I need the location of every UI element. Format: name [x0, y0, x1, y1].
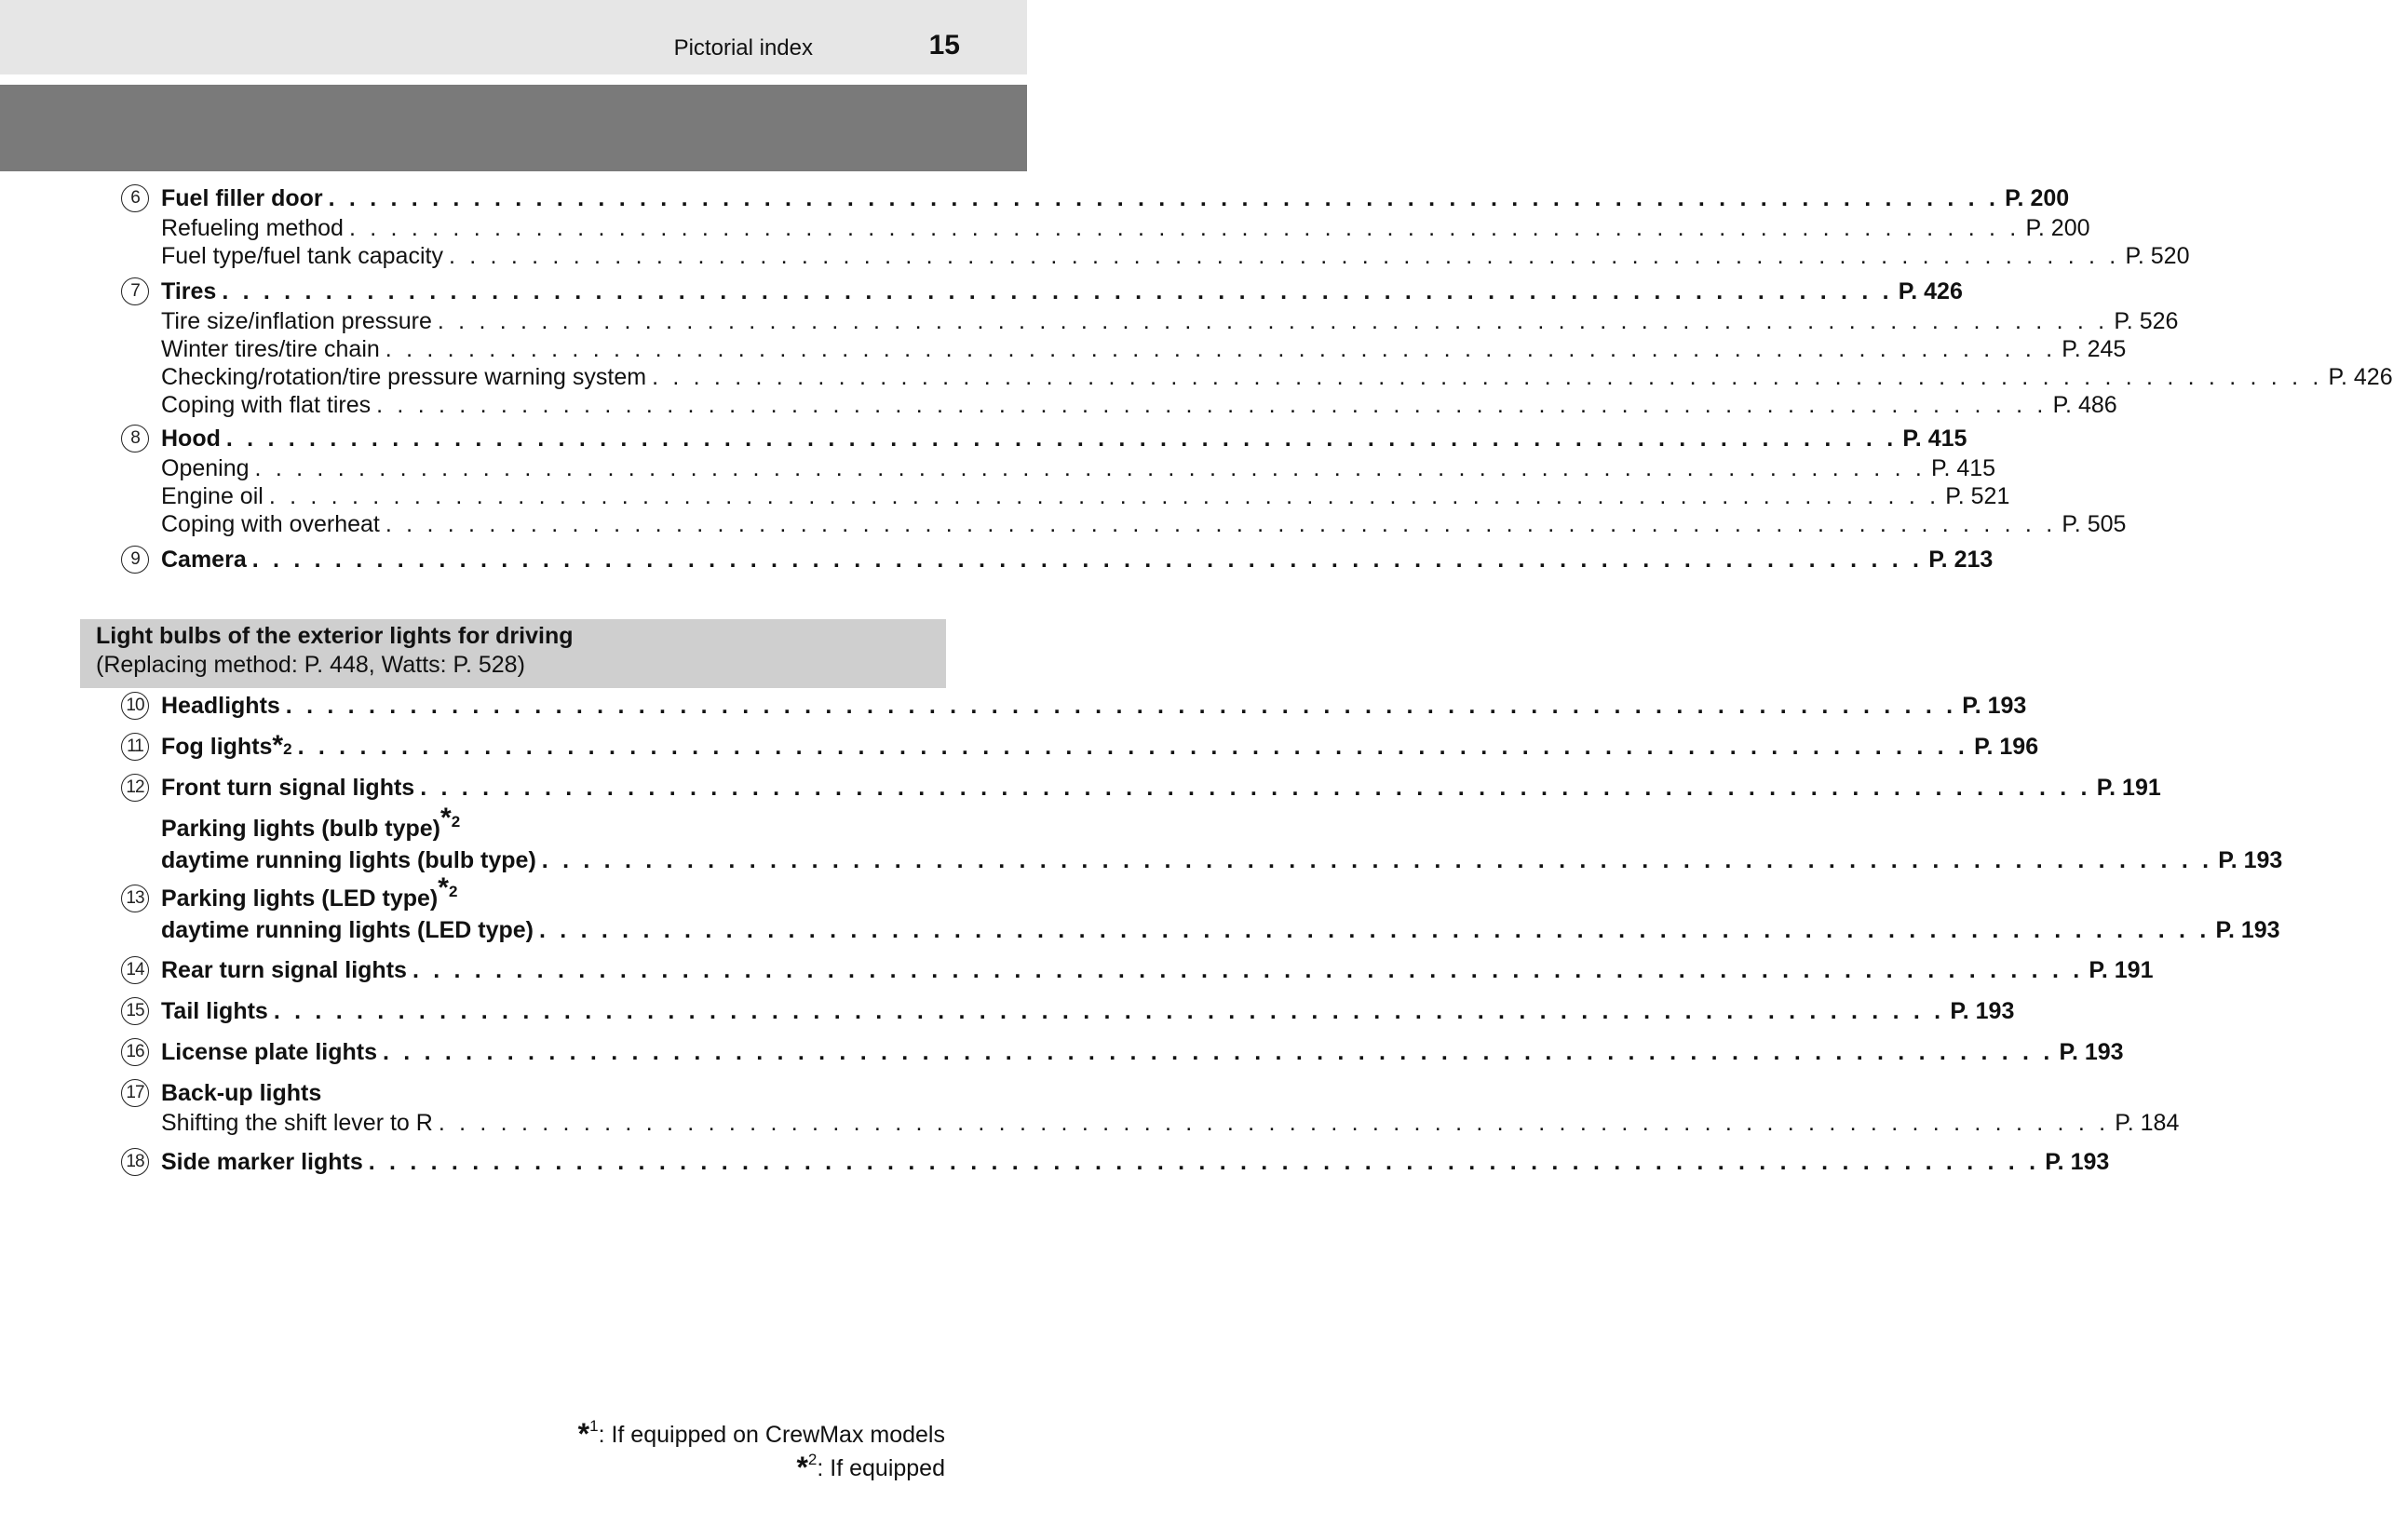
item-number: 8	[121, 425, 149, 453]
index-subentry[interactable]	[161, 1109, 2180, 1137]
index-entry-page: P. 193	[1950, 998, 2015, 1024]
index-entry-label: Fuel filler door	[161, 185, 323, 211]
leader-dots: . . . . . . . . . . . . . . . . . . . . . . . . . . . . . . . . . . . . . . . . . . . . . . . . . . . . . . . . . . . . . . . . . . . . . . . . . . . . . . . . .	[438, 1110, 2110, 1136]
index-entry-label: Headlights	[161, 693, 280, 719]
index-entry-page: P. 426	[1898, 278, 1963, 304]
item-number: 6	[121, 184, 149, 212]
leader-dots: . . . . . . . . . . . . . . . . . . . . . . . . . . . . . . . . . . . . . . . . . . . . . . . . . . . . . . . . . . . . . . . . . . . . . . . . . . . . . . . . .	[285, 693, 1957, 719]
index-entry-line1[interactable]: Parking lights (bulb type)$^{*2}$	[161, 803, 461, 842]
index-subentry[interactable]	[161, 214, 2090, 242]
index-entry-page: P. 193	[2059, 1039, 2124, 1065]
leader-dots: . . . . . . . . . . . . . . . . . . . . . . . . . . . . . . . . . . . . . . . . . . . . . . . . . . . . . . . . . . . . . . . . . . . . . . . . . . . . . . . . .	[348, 215, 2021, 241]
index-entry-label: License plate lights	[161, 1039, 378, 1065]
index-subentry-page: P. 184	[2115, 1110, 2180, 1136]
index-subentry-page: P. 415	[1931, 455, 1996, 481]
index-entry[interactable]: Fog lights *2 . . . . . . . . . . . . . . . . . . . . . . . . . . . . . . . . . . . . . . . . . . . . . . . . . . . . . . . . . . . . . . . . . . . . . . . . . . . . . . . . . P. 196	[161, 730, 2039, 761]
index-entry-page: P. 200	[2005, 185, 2070, 211]
leader-dots: . . . . . . . . . . . . . . . . . . . . . . . . . . . . . . . . . . . . . . . . . . . . . . . . . . . . . . . . . . . . . . . . . . . . . . . . . . . . . . . . .	[385, 511, 2057, 537]
footnote-1: *$^1$: If equipped on CrewMax models	[577, 1417, 945, 1451]
index-entry-page: P. 193	[1962, 693, 2027, 719]
header-band	[0, 85, 1027, 171]
lights-section-header	[80, 619, 946, 688]
index-subentry-page: P. 245	[2062, 336, 2127, 362]
index-subentry[interactable]	[161, 335, 2127, 363]
index-subentry-label: Opening	[161, 455, 250, 481]
leader-dots: . . . . . . . . . . . . . . . . . . . . . . . . . . . . . . . . . . . . . . . . . . . . . . . . . . . . . . . . . . . . . . . . . . . . . . . . . . . . . . . . .	[412, 957, 2084, 983]
index-entry-line1-label: Parking lights (LED type)	[161, 885, 439, 912]
index-subentry[interactable]	[161, 242, 2190, 270]
index-subentry-page: P. 521	[1945, 483, 2010, 509]
index-subentry-page: P. 505	[2062, 511, 2127, 537]
index-entry-page: P. 191	[2089, 957, 2154, 983]
index-subentry-page: P. 200	[2025, 215, 2090, 241]
index-entry[interactable]	[161, 1079, 903, 1107]
index-entry[interactable]	[161, 774, 2161, 802]
item-number: 18	[121, 1148, 149, 1176]
leader-dots: . . . . . . . . . . . . . . . . . . . . . . . . . . . . . . . . . . . . . . . . . . . . . . . . . . . . . . . . . . . . . . . . . . . . . . . . . . . . . . . . .	[222, 278, 1893, 304]
index-entry-label: Front turn signal lights	[161, 775, 415, 801]
item-number: 16	[121, 1038, 149, 1066]
item-number: 12	[121, 774, 149, 802]
lights-section-title: Light bulbs of the exterior lights for driving	[96, 623, 574, 649]
index-entry[interactable]	[161, 846, 2283, 874]
index-subentry[interactable]	[161, 391, 2117, 419]
leader-dots: . . . . . . . . . . . . . . . . . . . . . . . . . . . . . . . . . . . . . . . . . . . . . . . . . . . . . . . . . . . . . . . . . . . . . . . . . . . . . . . . .	[328, 185, 2000, 211]
index-subentry-label: Tire size/inflation pressure	[161, 308, 432, 334]
leader-dots: . . . . . . . . . . . . . . . . . . . . . . . . . . . . . . . . . . . . . . . . . . . . . . . . . . . . . . . . . . . . . . . . . . . . . . . . . . . . . . . . .	[420, 775, 2091, 801]
index-entry-page: P. 193	[2218, 847, 2283, 873]
item-number: 14	[121, 956, 149, 984]
leader-dots: . . . . . . . . . . . . . . . . . . . . . . . . . . . . . . . . . . . . . . . . . . . . . . . . . . . . . . . . . . . . . . . . . . . . . . . . . . . . . . . . .	[376, 392, 2048, 418]
item-number: 10	[121, 692, 149, 720]
index-entry-label: Hood	[161, 426, 221, 452]
leader-dots: . . . . . . . . . . . . . . . . . . . . . . . . . . . . . . . . . . . . . . . . . . . . . . . . . . . . . . . . . . . . . . . . . . . . . . . . . . . . . . . . .	[251, 547, 1924, 573]
index-subentry[interactable]	[161, 482, 2010, 510]
index-entry-page: P. 196	[1974, 734, 2039, 760]
leader-dots: . . . . . . . . . . . . . . . . . . . . . . . . . . . . . . . . . . . . . . . . . . . . . . . . . . . . . . . . . . . . . . . . . . . . . . . . . . . . . . . . .	[385, 336, 2057, 362]
index-subentry-label: Refueling method	[161, 215, 344, 241]
index-entry-label: Rear turn signal lights	[161, 957, 407, 983]
index-subentry-label: Fuel type/fuel tank capacity	[161, 243, 443, 269]
index-entry[interactable]	[161, 546, 1994, 574]
item-number: 11	[121, 733, 149, 761]
leader-dots: . . . . . . . . . . . . . . . . . . . . . . . . . . . . . . . . . . . . . . . . . . . . . . . . . . . . . . . . . . . . . . . . . . . . . . . . . . . . . . . . .	[448, 243, 2120, 269]
index-entry-line1-label: Parking lights (bulb type)	[161, 816, 441, 842]
index-entry-label: daytime running lights (bulb type)	[161, 847, 536, 873]
index-subentry-label: Coping with flat tires	[161, 392, 372, 418]
leader-dots: . . . . . . . . . . . . . . . . . . . . . . . . . . . . . . . . . . . . . . . . . . . . . . . . . . . . . . . . . . . . . . . . . . . . . . . . . . . . . . . . .	[297, 734, 1969, 760]
index-subentry-page: P. 520	[2125, 243, 2190, 269]
index-entry-label: Tail lights	[161, 998, 268, 1024]
item-number: 15	[121, 997, 149, 1025]
index-subentry[interactable]	[161, 454, 1996, 482]
index-entry-page: P. 415	[1902, 426, 1967, 452]
index-entry-line1[interactable]: Parking lights (LED type)$^{*2}$	[161, 872, 458, 912]
index-subentry-label: Engine oil	[161, 483, 264, 509]
item-number: 13	[121, 885, 149, 912]
index-subentry-page: P. 486	[2052, 392, 2117, 418]
item-number: 9	[121, 546, 149, 574]
leader-dots: . . . . . . . . . . . . . . . . . . . . . . . . . . . . . . . . . . . . . . . . . . . . . . . . . . . . . . . . . . . . . . . . . . . . . . . . . . . . . . . . .	[437, 308, 2109, 334]
footnote-2: *$^2$: If equipped	[796, 1451, 945, 1484]
index-entry[interactable]	[161, 1148, 2110, 1176]
page-header	[0, 0, 1027, 74]
index-subentry-page: P. 426	[2328, 364, 2393, 390]
index-entry-page: P. 213	[1928, 547, 1994, 573]
index-subentry[interactable]	[161, 510, 2127, 538]
leader-dots: . . . . . . . . . . . . . . . . . . . . . . . . . . . . . . . . . . . . . . . . . . . . . . . . . . . . . . . . . . . . . . . . . . . . . . . . . . . . . . . . .	[383, 1039, 2054, 1065]
lights-section-subtitle: (Replacing method: P. 448, Watts: P. 528)	[96, 652, 525, 678]
index-entry[interactable]	[161, 1038, 2124, 1066]
leader-dots: . . . . . . . . . . . . . . . . . . . . . . . . . . . . . . . . . . . . . . . . . . . . . . . . . . . . . . . . . . . . . . . . . . . . . . . . . . . . . . . . .	[225, 426, 1898, 452]
index-subentry[interactable]	[161, 363, 2393, 391]
leader-dots: . . . . . . . . . . . . . . . . . . . . . . . . . . . . . . . . . . . . . . . . . . . . . . . . . . . . . . . . . . . . . . . . . . . . . . . . . . . . . . . . .	[652, 364, 2323, 390]
index-entry[interactable]	[161, 916, 2280, 944]
index-entry-label: Tires	[161, 278, 217, 304]
index-subentry-label: Coping with overheat	[161, 511, 380, 537]
index-entry[interactable]	[161, 184, 2070, 212]
index-entry-page: P. 191	[2096, 775, 2161, 801]
index-subentry-page: P. 526	[2114, 308, 2179, 334]
leader-dots: . . . . . . . . . . . . . . . . . . . . . . . . . . . . . . . . . . . . . . . . . . . . . . . . . . . . . . . . . . . . . . . . . . . . . . . . . . . . . . . . .	[368, 1149, 2040, 1175]
index-entry-label: Side marker lights	[161, 1149, 363, 1175]
leader-dots: . . . . . . . . . . . . . . . . . . . . . . . . . . . . . . . . . . . . . . . . . . . . . . . . . . . . . . . . . . . . . . . . . . . . . . . . . . . . . . . . .	[254, 455, 1927, 481]
leader-dots: . . . . . . . . . . . . . . . . . . . . . . . . . . . . . . . . . . . . . . . . . . . . . . . . . . . . . . . . . . . . . . . . . . . . . . . . . . . . . . . . .	[541, 847, 2213, 873]
index-entry[interactable]	[161, 277, 1963, 305]
index-entry-label: daytime running lights (LED type)	[161, 917, 534, 943]
leader-dots: . . . . . . . . . . . . . . . . . . . . . . . . . . . . . . . . . . . . . . . . . . . . . . . . . . . . . . . . . . . . . . . . . . . . . . . . . . . . . . . . .	[539, 917, 2210, 943]
index-entry[interactable]	[161, 956, 2154, 984]
index-entry-page: P. 193	[2045, 1149, 2110, 1175]
index-subentry[interactable]	[161, 307, 2179, 335]
section-title: Pictorial index	[673, 35, 813, 61]
index-entry-label: Fog lights	[161, 734, 273, 760]
item-number: 17	[121, 1079, 149, 1107]
leader-dots: . . . . . . . . . . . . . . . . . . . . . . . . . . . . . . . . . . . . . . . . . . . . . . . . . . . . . . . . . . . . . . . . . . . . . . . . . . . . . . . . .	[273, 998, 1945, 1024]
index-entry-page: P. 193	[2215, 917, 2280, 943]
leader-dots: . . . . . . . . . . . . . . . . . . . . . . . . . . . . . . . . . . . . . . . . . . . . . . . . . . . . . . . . . . . . . . . . . . . . . . . . . . . . . . . . .	[268, 483, 1940, 509]
index-subentry-label: Checking/rotation/tire pressure warning system	[161, 364, 647, 390]
index-entry[interactable]	[161, 692, 2027, 720]
index-entry-label: Back-up lights	[161, 1080, 322, 1106]
page-number: 15	[928, 30, 960, 61]
index-entry-label: Camera	[161, 547, 247, 573]
item-number: 7	[121, 277, 149, 305]
index-entry[interactable]	[161, 997, 2015, 1025]
index-subentry-label: Winter tires/tire chain	[161, 336, 380, 362]
index-subentry-label: Shifting the shift lever to R	[161, 1110, 433, 1136]
index-entry[interactable]	[161, 425, 1967, 453]
